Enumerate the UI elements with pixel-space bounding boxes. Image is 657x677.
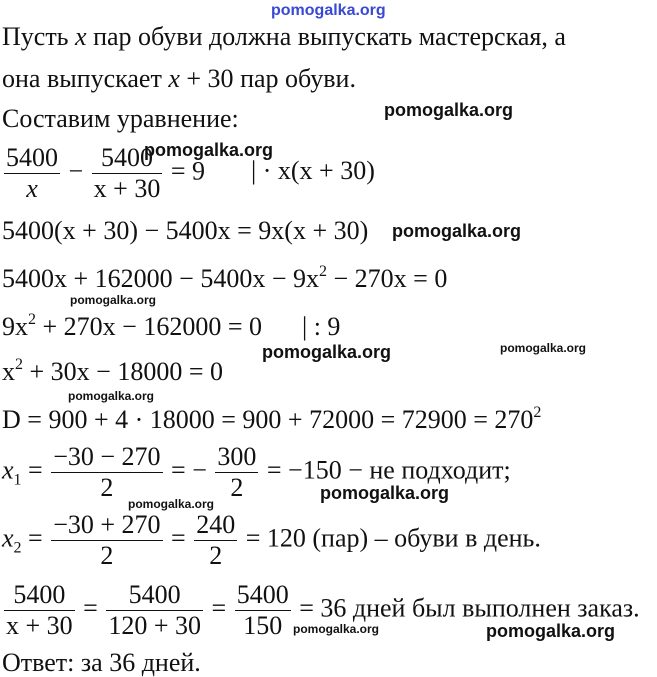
- equation-1: $\frac{5400}{x}$ − $\frac{5400}{x + 30}$ = 9 | · x(x + 30): [6, 143, 375, 203]
- fraction: $\frac{5400}{x + 30}$: [93, 143, 161, 203]
- watermark: pomogalka.org: [128, 497, 215, 511]
- fraction: $\frac{300}{2}$: [217, 442, 257, 502]
- answer: Ответ: за 36 дней.: [2, 648, 201, 677]
- watermark: pomogalka.org: [293, 622, 380, 636]
- watermark: pomogalka.org: [262, 342, 392, 362]
- watermark-top: pomogalka.org: [271, 2, 386, 19]
- watermark: pomogalka.org: [320, 483, 450, 503]
- discriminant: $D = 900 + 4 \cdot 18000 = 900 + 72000 = 72900 = 270^2$: [2, 404, 542, 434]
- watermark: pomogalka.org: [384, 100, 514, 120]
- fraction: $\frac{-30 + 270}{2}$: [53, 510, 161, 570]
- root-x2: $x_2$ = $\frac{-30 + 270}{2}$ = $\frac{240}{2}$ = 120 (пар) – обуви в день.: [2, 510, 541, 570]
- equation-5: $x^2 + 30x - 18000 = 0$: [2, 356, 223, 386]
- fraction: $\frac{5400}{150}$: [236, 580, 289, 640]
- intro-line-3: Составим уравнение:: [2, 104, 239, 133]
- fraction: $\frac{5400}{120 + 30}$: [108, 580, 202, 640]
- fraction: $\frac{-30 - 270}{2}$: [53, 442, 161, 502]
- watermark: pomogalka.org: [500, 341, 587, 355]
- watermark: pomogalka.org: [392, 221, 522, 241]
- equation-4: $9x^2 + 270x - 162000 = 0$ | : 9: [2, 311, 341, 341]
- watermark: pomogalka.org: [68, 389, 155, 403]
- intro-line-1: Пусть x пар обуви должна выпускать мастерская, а: [2, 22, 566, 51]
- fraction: $\frac{240}{2}$: [196, 510, 236, 570]
- equation-2: 5400(x + 30) − 5400x = 9x(x + 30): [2, 216, 369, 245]
- fraction: $\frac{5400}{x + 30}$: [6, 580, 73, 640]
- days-calculation: $\frac{5400}{x + 30}$ = $\frac{5400}{120 + 30}$ = $\frac{5400}{150}$ = 36 дней был выполнен заказ.: [6, 580, 640, 640]
- watermark: pomogalka.org: [70, 293, 157, 307]
- watermark: pomogalka.org: [144, 140, 274, 160]
- watermark: pomogalka.org: [486, 621, 616, 641]
- intro-line-2: она выпускает x + 30 пар обуви.: [2, 64, 356, 93]
- fraction: $\frac{5400}{x}$: [6, 143, 58, 203]
- root-x1: $x_1$ = $\frac{-30 - 270}{2}$ = − $\frac{300}{2}$ = −150 − не подходит;: [2, 442, 511, 502]
- equation-3: $5400x + 162000 - 5400x - 9x^2 - 270x = 0$: [2, 263, 448, 293]
